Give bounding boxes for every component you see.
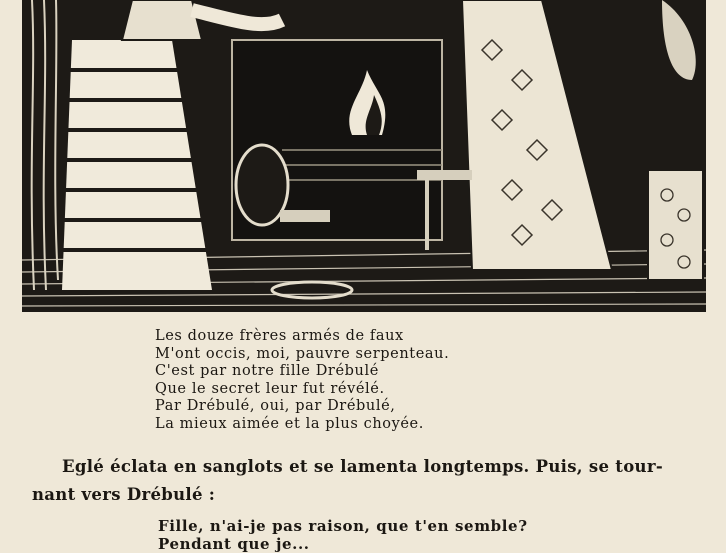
prose-line: nant vers Drébulé : (32, 485, 216, 504)
verse-line: Fille, n'ai-je pas raison, que t'en semble? (158, 517, 528, 535)
verse-line: Que le secret leur fut révélé. (155, 380, 385, 397)
woodcut-illustration (22, 0, 706, 312)
verse-line: C'est par notre fille Drébulé (155, 363, 379, 380)
verse-line: Pendant que je... (158, 534, 310, 553)
prose-paragraph (32, 453, 704, 509)
prose-line: Eglé éclata en sanglots et se lamenta longtemps. Puis, se tour- (62, 457, 663, 476)
verse-line: La mieux aimée et la plus choyée. (155, 415, 424, 432)
verse-line: M'ont occis, moi, pauvre serpenteau. (155, 345, 450, 362)
poem-stanza-2 (158, 518, 598, 553)
verse-line: Par Drébulé, oui, par Drébulé, (155, 398, 396, 415)
poem-stanza (155, 328, 595, 434)
verse-line: Les douze frères armés de faux (155, 328, 404, 344)
